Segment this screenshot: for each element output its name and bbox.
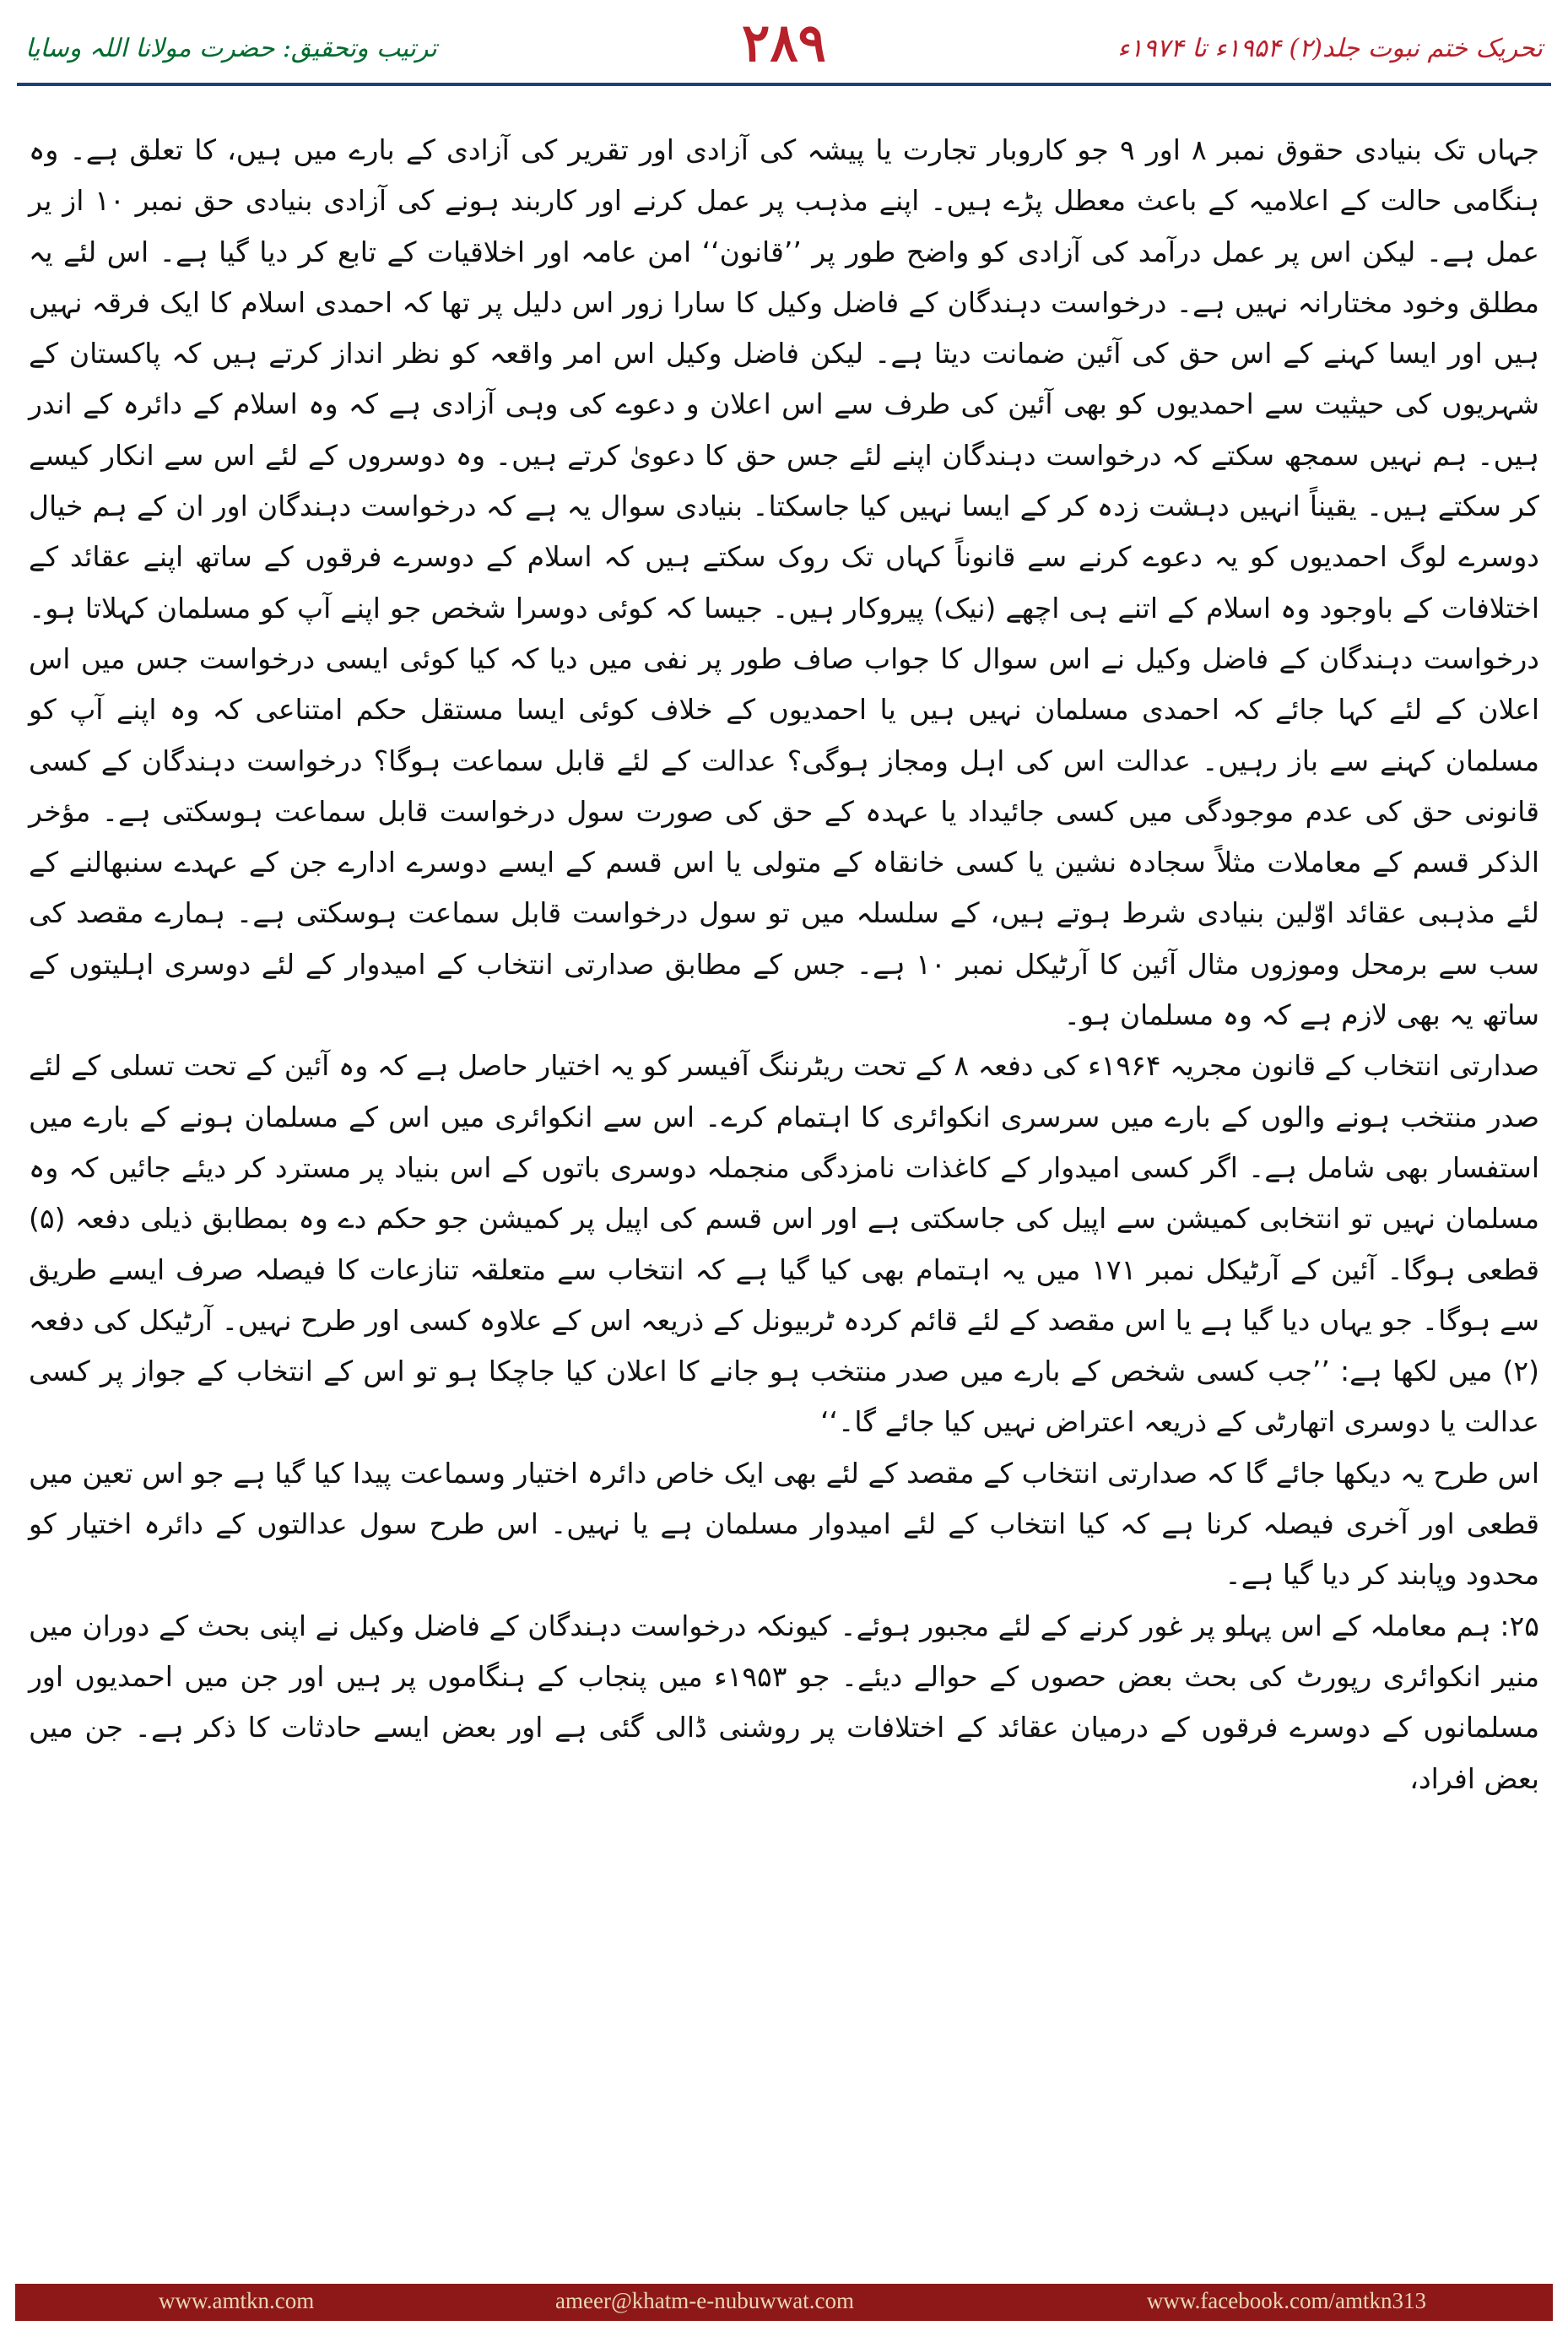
- website-link[interactable]: www.amtkn.com: [159, 2288, 315, 2313]
- paragraph: اس طرح یہ دیکھا جائے گا کہ صدارتی انتخاب کے مقصد کے لئے بھی ایک خاص دائرہ اختیار وسماعت پیدا کیا گیا ہے جو اس تعین میں قطعی اور آخری فیصلہ کرنا ہے کہ کیا انتخاب کے لئے امیدوار مسلمان ہے یا نہیں۔ اس طرح سول عدالتوں کے دائرہ اختیار کو محدود وپابند کر دیا گیا ہے۔: [29, 1456, 1539, 1592]
- header-divider: [17, 83, 1551, 86]
- book-title: تحریک ختم نبوت جلد(۲) ۱۹۵۴ء تا ۱۹۷۴ء: [1117, 34, 1543, 63]
- paragraph: صدارتی انتخاب کے قانون مجریہ ۱۹۶۴ء کی دفعہ ۸ کے تحت ریٹرننگ آفیسر کو یہ اختیار حاصل ہے کہ وہ آئین کے تحت تسلی کے لئے صدر منتخب ہونے والوں کے بارے میں سرسری انکوائری کا اہتمام کرے۔ اس سے انکوائری میں اس کے مسلمان ہونے کے بارے میں استفسار بھی شامل ہے۔ اگر کسی امیدوار کے کاغذات نامزدگی منجملہ دوسری باتوں کے اس بنیاد پر مسترد کر دیئے جائیں کہ وہ مسلمان نہیں تو انتخابی کمیشن سے اپیل کی جاسکتی ہے اور اس قسم کی اپیل پر کمیشن جو حکم دے وہ بمطابق ذیلی دفعہ (۵) قطعی ہوگا۔ آئین کے آرٹیکل نمبر ۱۷۱ میں یہ اہتمام بھی کیا گیا ہے کہ انتخاب سے متعلقہ تنازعات کا فیصلہ صرف ایسے طریق سے ہوگا۔ جو یہاں دیا گیا ہے یا اس مقصد کے لئے قائم کردہ ٹربیونل کے ذریعہ اس کے علاوہ کسی اور طرح نہیں۔ آرٹیکل کی دفعہ (۲) میں لکھا ہے: ’’جب کسی شخص کے بارے میں صدر منتخب ہو جانے کا اعلان کیا جاچکا ہو تو اس کے انتخاب کے جواز پر کسی عدالت یا دوسری اتھارٹی کے ذریعہ اعتراض نہیں کیا جائے گا۔‘‘: [29, 1049, 1539, 1439]
- page-body: [29, 125, 1539, 1804]
- page-footer: [15, 2284, 1553, 2321]
- email-link[interactable]: ameer@khatm-e-nubuwwat.com: [555, 2288, 854, 2313]
- paragraph: ۲۵: ہم معاملہ کے اس پہلو پر غور کرنے کے لئے مجبور ہوئے۔ کیونکہ درخواست دہندگان کے فاضل وکیل نے اپنی بحث کے دوران میں منیر انکوائری رپورٹ کی بحث بعض حصوں کے حوالے دیئے۔ جو ۱۹۵۳ء میں پنجاب کے ہنگاموں پر ہیں اور جن میں احمدیوں اور مسلمانوں کے دوسرے فرقوں کے درمیان عقائد کے اختلافات پر روشنی ڈالی گئی ہے اور بعض ایسے حادثات کا ذکر ہے۔ جن میں بعض افراد،: [29, 1609, 1540, 1795]
- page-header: [0, 0, 1568, 95]
- paragraph: جہاں تک بنیادی حقوق نمبر ۸ اور ۹ جو کاروبار تجارت یا پیشہ کی آزادی اور تقریر کی آزادی کے بارے میں ہیں، کا تعلق ہے۔ وہ ہنگامی حالت کے اعلامیہ کے باعث معطل پڑے ہیں۔ اپنے مذہب پر عمل کرنے اور کاربند ہونے کی آزادی بنیادی حق نمبر ۱۰ از یر عمل ہے۔ لیکن اس پر عمل درآمد کی آزادی کو واضح طور پر ’’قانون‘‘ امن عامہ اور اخلاقیات کے تابع کر دیا گیا ہے۔ اس لئے یہ مطلق وخود مختارانہ نہیں ہے۔ درخواست دہندگان کے فاضل وکیل کا سارا زور اس دلیل پر تھا کہ احمدی اسلام کا ایک فرقہ نہیں ہیں اور ایسا کہنے کے اس حق کی آئین ضمانت دیتا ہے۔ لیکن فاضل وکیل اس امر واقعہ کو نظر انداز کرتے ہیں کہ پاکستان کے شہریوں کی حیثیت سے احمدیوں کو بھی آئین کی طرف سے اس اعلان و دعوے کی وہی آزادی ہے کہ وہ اسلام کے دائرہ کے اندر ہیں۔ ہم نہیں سمجھ سکتے کہ درخواست دہندگان اپنے لئے جس حق کا دعویٰ کرتے ہیں۔ وہ دوسروں کے لئے اس سے انکار کیسے کر سکتے ہیں۔ یقیناً انہیں دہشت زدہ کر کے ایسا نہیں کیا جاسکتا۔ بنیادی سوال یہ ہے کہ درخواست دہندگان اور ان کے ہم خیال دوسرے لوگ احمدیوں کو یہ دعوے کرنے سے قانوناً کہاں تک روک سکتے ہیں کہ اسلام کے دوسرے فرقوں کے ساتھ اپنے عقائد کے اختلافات کے باوجود وہ اسلام کے اتنے ہی اچھے (نیک) پیروکار ہیں۔ جیسا کہ کوئی دوسرا شخص جو اپنے آپ کو مسلمان کہلاتا ہو۔ درخواست دہندگان کے فاضل وکیل نے اس سوال کا جواب صاف طور پر نفی میں دیا کہ کیا کوئی ایسی درخواست جس میں اس اعلان کے لئے کہا جائے کہ احمدی مسلمان نہیں ہیں یا احمدیوں کے خلاف کوئی ایسا مستقل حکم امتناعی کہ وہ اپنے آپ کو مسلمان کہنے سے باز رہیں۔ عدالت اس کی اہل ومجاز ہوگی؟ عدالت کے لئے قابل سماعت ہوگا؟ درخواست دہندگان کے کسی قانونی حق کی عدم موجودگی میں کسی جائیداد یا عہدہ کے حق کی صورت سول درخواست قابل سماعت ہوسکتی ہے۔ مؤخر الذکر قسم کے معاملات مثلاً سجادہ نشین یا کسی خانقاہ کے متولی یا اس قسم کے ایسے دوسرے ادارے جن کے عہدے سنبھالنے کے لئے مذہبی عقائد اوّلین بنیادی شرط ہوتے ہیں، کے سلسلہ میں تو سول درخواست قابل سماعت ہوسکتی ہے۔ ہمارے مقصد کی سب سے برمحل وموزوں مثال آئین کا آرٹیکل نمبر ۱۰ ہے۔ جس کے مطابق صدارتی انتخاب کے امیدوار کے لئے دوسری اہلیتوں کے ساتھ یہ بھی لازم ہے کہ وہ مسلمان ہو۔: [29, 133, 1539, 1032]
- compiler-credit: ترتیب وتحقیق: حضرت مولانا اللہ وسایا: [25, 34, 437, 63]
- facebook-link[interactable]: www.facebook.com/amtkn313: [1146, 2288, 1426, 2313]
- page-number: ۲۸۹: [742, 12, 826, 73]
